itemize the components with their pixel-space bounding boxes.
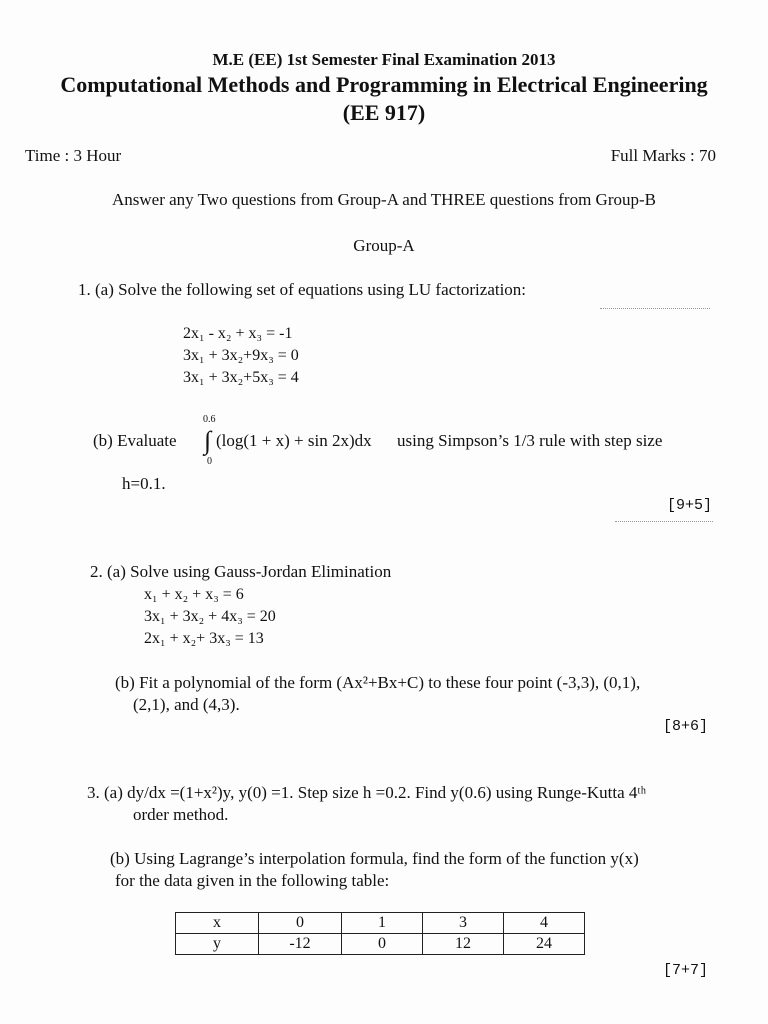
table-cell: y	[176, 934, 259, 955]
q1-part-b-label: (b) Evaluate	[93, 431, 177, 450]
table-cell: -12	[259, 934, 342, 955]
q2-part-b-line-1: (b) Fit a polynomial of the form (Ax²+Bx+C) to these four point (-3,3), (0,1),	[115, 673, 641, 692]
table-cell: 12	[423, 934, 504, 955]
table-cell: x	[176, 913, 259, 934]
course-code: (EE 917)	[342, 100, 426, 125]
q1-equation-2: 3x₁ + 3x₂+9x₃ = 0	[183, 347, 299, 364]
q3-part-b-line-2: for the data given in the following table:	[115, 871, 390, 890]
table-cell: 4	[504, 913, 585, 934]
data-table	[175, 912, 585, 955]
table-cell: 3	[423, 913, 504, 934]
integral-sign-icon: ∫	[204, 426, 212, 455]
table-cell: 0	[259, 913, 342, 934]
table-cell: 0	[342, 934, 423, 955]
time-label: Time : 3 Hour	[25, 146, 122, 165]
course-title: Computational Methods and Programming in Electrical Engineering	[60, 72, 708, 97]
q3-part-a-line-2: order method.	[133, 805, 229, 824]
q1-part-a: 1. (a) Solve the following set of equations using LU factorization:	[78, 280, 527, 299]
q2-part-a: 2. (a) Solve using Gauss-Jordan Elimination	[90, 562, 392, 581]
group-heading: Group-A	[353, 236, 415, 255]
full-marks-label: Full Marks : 70	[610, 146, 716, 165]
table-row	[176, 934, 585, 955]
table-row	[176, 913, 585, 934]
exam-title: M.E (EE) 1st Semester Final Examination 2013	[212, 50, 556, 69]
q1-equation-1: 2x₁ - x₂ + x₃ = -1	[183, 325, 293, 342]
integral-upper-limit: 0.6	[203, 414, 216, 425]
q2-marks: [8+6]	[662, 718, 708, 735]
q3-part-a-line-1: 3. (a) dy/dx =(1+x²)y, y(0) =1. Step size h =0.2. Find y(0.6) using Runge-Kutta 4ᵗʰ	[87, 783, 647, 802]
q3-part-b-line-1: (b) Using Lagrange’s interpolation formula, find the form of the function y(x)	[110, 849, 639, 868]
table-cell: 1	[342, 913, 423, 934]
scan-artifact	[615, 521, 713, 522]
q2-equation-3: 2x₁ + x₂+ 3x₃ = 13	[144, 630, 264, 647]
q1-part-b-text: using Simpson’s 1/3 rule with step size	[397, 431, 663, 450]
q3-marks: [7+7]	[662, 962, 708, 979]
q1-marks: [9+5]	[666, 497, 712, 514]
q1-part-b-step: h=0.1.	[122, 474, 166, 493]
instructions: Answer any Two questions from Group-A and THREE questions from Group-B	[111, 190, 656, 209]
integrand: (log(1 + x) + sin 2x)dx	[216, 431, 372, 450]
integral-lower-limit: 0	[207, 456, 212, 467]
q2-equation-2: 3x₁ + 3x₂ + 4x₃ = 20	[144, 608, 276, 625]
scan-artifact	[600, 308, 710, 309]
q2-equation-1: x₁ + x₂ + x₃ = 6	[144, 586, 244, 603]
q2-part-b-line-2: (2,1), and (4,3).	[133, 695, 240, 714]
q1-equation-3: 3x₁ + 3x₂+5x₃ = 4	[183, 369, 299, 386]
table-cell: 24	[504, 934, 585, 955]
